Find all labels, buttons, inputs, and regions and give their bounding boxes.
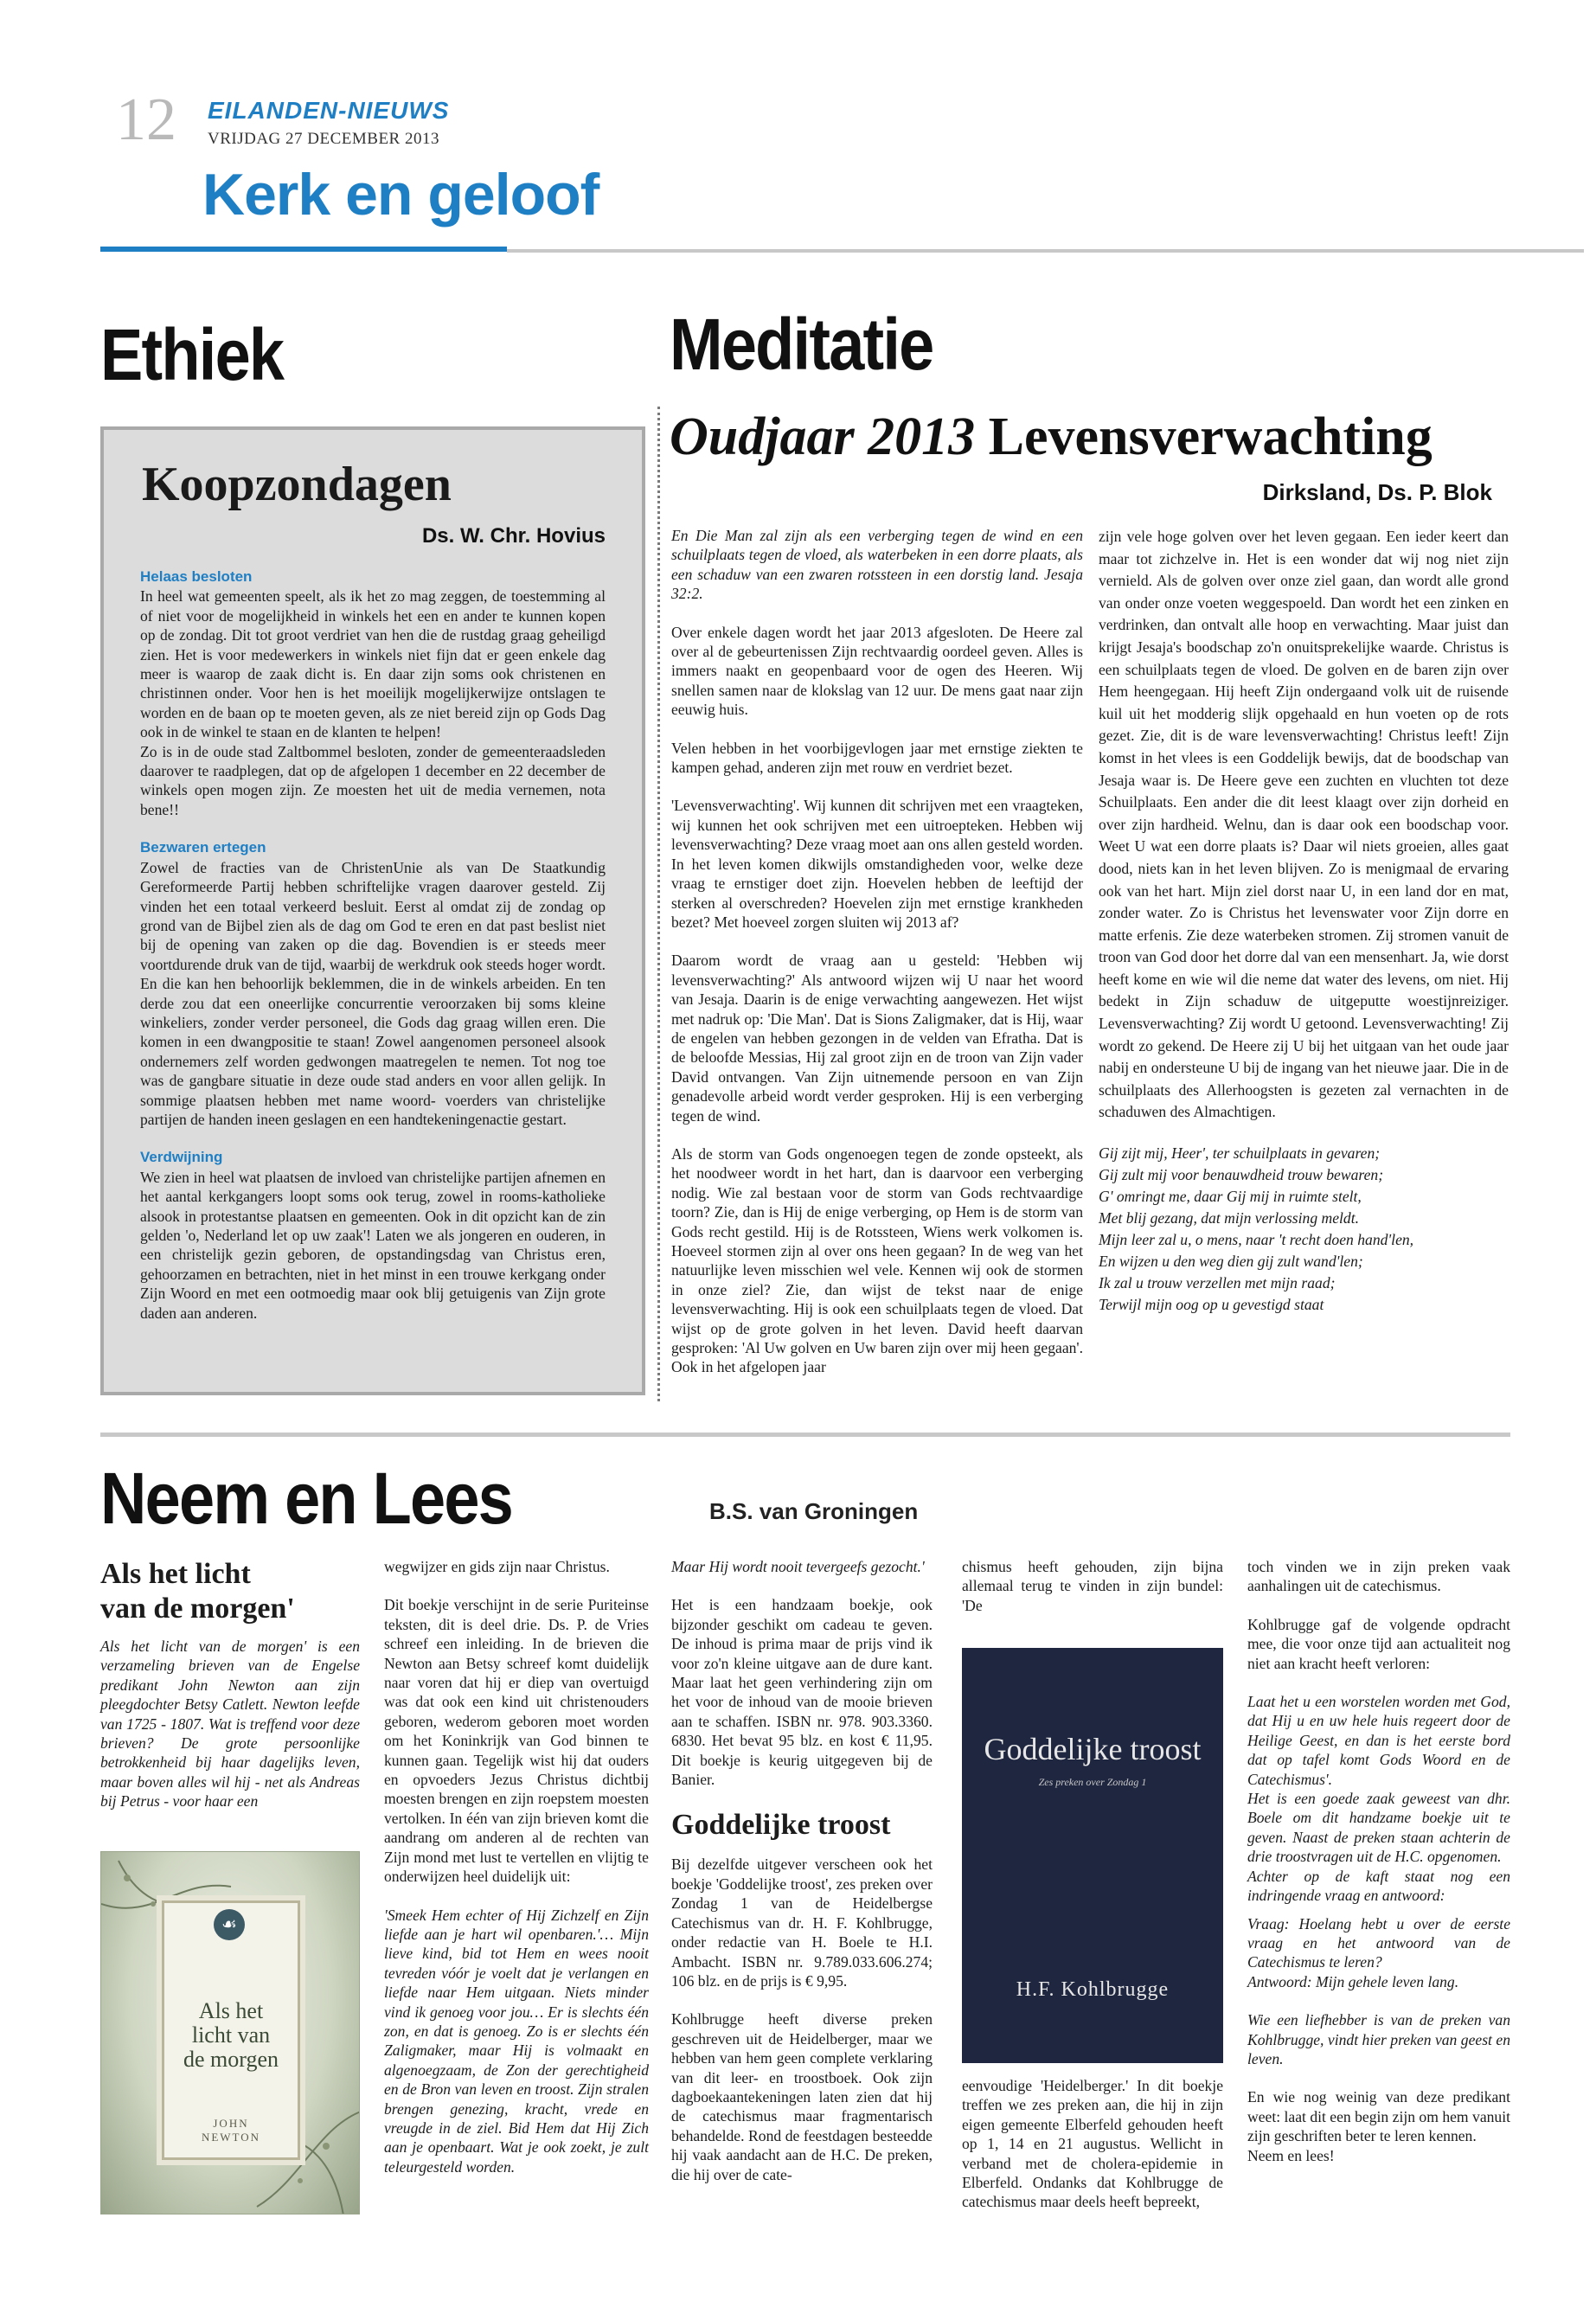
paragraph: Het is een handzaam boekje, ook bijzonder geschikt om cadeau te geven. De inhoud is prima maar de prijs vind ik voor zo'n kleine uitgave aan de dure kant. Maar laat het geen verhindering zijn om het voor de inhoud van de mooie brieven aan te schaffen. ISBN nr. 978. 903.3360. 6830. Het bevat 95 blz. en kost € 11,95. Dit boekje is keurig uitgegeven bij de Banier. — [671, 1596, 933, 1789]
page-number: 12 — [116, 87, 176, 153]
paragraph: En wie nog weinig van deze predikant weet: laat dit een begin zijn om hem vanuit zijn geschriften beter te leren kennen. Neem en lees! — [1247, 2088, 1510, 2164]
neem-column-5 — [1247, 1557, 1510, 2165]
book-cover-goddelijke-troost — [962, 1648, 1223, 2063]
verse-line: G' omringt me, daar Gij mij in ruimte stelt, — [1099, 1188, 1362, 1206]
book-cover-als-het-licht — [100, 1851, 360, 2214]
paragraph: In heel wat gemeenten speelt, als ik het zo mag zeggen, de toestemming al of niet voor de mogelijkheid in winkels het een en ander te kunnen kopen op de zondag. Dit tot groot verdriet van hen die de rustdag graag geheiligd zien. Het is voor medewerkers in winkels niet fijn dat er geen enkele dag meer is waarop de zaak dicht is. En daar zijn soms ook christenen en christinnen onder. Voor hen is het moeilijk mogelijkerwijze ontslagen te worden en de baan op te moeten geven, als ze niet bereid zijn op Gods Dag ook in de winkel te staan en de klanten te helpen! — [140, 587, 606, 741]
title-main-part: Levensverwachting — [988, 407, 1433, 466]
neem-column-1 — [100, 1557, 360, 1830]
book-title: Goddelijke troost — [984, 1732, 1202, 1766]
meditatie-column-2 — [1099, 526, 1509, 1335]
masthead-logo: EILANDEN-NIEUWS — [208, 97, 450, 124]
book-subtitle: Zes preken over Zondag 1 — [1038, 1776, 1147, 1788]
paragraph: Kohlbrugge gaf de volgende opdracht mee, die voor onze tijd aan actualiteit nog niet aan kracht heeft verloren: — [1247, 1615, 1510, 1672]
publisher-logo-icon: ☙ — [214, 1909, 245, 1940]
header-rule — [507, 249, 1584, 253]
header-rule-accent — [100, 247, 507, 252]
book-title: Als het licht van de morgen — [183, 1998, 279, 2072]
verse-line: Gij zult mij voor benauwdheid trouw bewaren; — [1099, 1166, 1384, 1184]
quote: Laat het u een worstelen worden met God, dat Hij u en uw hele huis regeert door de Heilige Geest, en dan is het eerste bord dat op tafel komt Gods Woord en de Catechismus'. Het is een goede zaak geweest van dhr. Boele om dit handzame boekje uit te geven. Naast de preken staan achterin de drie troostvragen uit de H.C. opgenomen. Achter op de kaft staat nog een indringende vraag en antwoord: — [1247, 1693, 1510, 1905]
verse-line: Ik zal u trouw verzellen met mijn raad; — [1099, 1274, 1336, 1292]
bible-quote: En Die Man zal zijn als een verberging tegen de wind en een schuilplaats tegen de vloed, als waterbeken in een dorre plaats, als een schaduw van een zwaren rotssteen in een dorstig land. Jesaja 32:2. — [671, 527, 1083, 603]
neem-column-2 — [384, 1557, 649, 2195]
subheading: Verdwijning — [140, 1149, 223, 1166]
verse-line: Gij zijt mij, Heer', ter schuilplaats in gevaren; — [1099, 1144, 1381, 1163]
book-author: JOHN NEWTON — [201, 2117, 261, 2144]
verse-line: En wijzen u den weg dien gij zult wand'len; — [1099, 1253, 1363, 1271]
paragraph: toch vinden we in zijn preken vaak aanhalingen uit de catechismus. — [1247, 1558, 1510, 1595]
paragraph: Bij dezelfde uitgever verscheen ook het boekje 'Goddelijke troost', zes preken over Zondag 1 van de Heidelbergse Catechismus van dr. H. F. Kohlbrugge, onder redactie van H. Boele te H.I. Ambacht. ISBN nr. 9.789.033.606.274; 106 blz. en de prijs is € 9,95. — [671, 1856, 933, 1990]
paragraph: Velen hebben in het voorbijgevlogen jaar met ernstige ziekten te kampen gehad, anderen zijn met rouw en verdriet bezet. — [671, 739, 1083, 777]
quote-end: Maar Hij wordt nooit tevergeefs gezocht.' — [671, 1558, 925, 1575]
verse-line: Met blij gezang, dat mijn verlossing meldt. — [1099, 1209, 1360, 1227]
issue-date: VRIJDAG 27 DECEMBER 2013 — [208, 130, 439, 148]
book-review-title-2: Goddelijke troost — [671, 1809, 891, 1842]
paragraph: Als het licht van de morgen' is een verzameling brieven van de Engelse predikant John Newton aan zijn pleegdochter Betsy Catlett. Newton leefde van 1725 - 1807. Wat is treffend voor deze brieven? De grote persoonlijke betrokkenheid bij haar dagelijks leven, maar boven alles wil hij - net als Andreas bij Petrus - voor haar een — [100, 1638, 360, 1811]
paragraph: chismus heeft gehouden, zijn bijna allemaal terug te vinden in zijn bundel: 'De — [962, 1558, 1223, 1614]
meditatie-column-1 — [671, 526, 1083, 1396]
ethiek-article-author: Ds. W. Chr. Hovius — [421, 524, 606, 548]
subheading: Helaas besloten — [140, 568, 253, 585]
subheading: Bezwaren ertegen — [140, 839, 266, 856]
section-title: Kerk en geloof — [202, 162, 599, 228]
meditatie-article-title — [670, 407, 1433, 468]
neem-column-4 — [962, 1557, 1223, 1634]
neem-column-3 — [671, 1557, 933, 2203]
paragraph: Dit boekje verschijnt in de serie Puriteinse teksten, dit is deel drie. Ds. P. de Vries schreef een inleiding. In de brieven die Newton aan Betsy schreef komt duidelijk naar voren dat hij er diep van overtuigd was dat ook een kind uit christenouders geboren, wederom geboren moet worden om het Koninkrijk van God binnen te kunnen gaan. Tegelijk wist hij dat ouders en opvoeders Jezus Christus dichtbij moesten brengen en zijn roepstem moesten vertolken. In één van zijn brieven komt die aandrang om anderen al de rechten van Zijn mond met lust te vertellen en vlijtig te onderwijzen heel duidelijk uit: — [384, 1596, 649, 1886]
meditatie-heading: Meditatie — [670, 304, 933, 385]
meditatie-author: Dirksland, Ds. P. Blok — [1262, 479, 1492, 505]
paragraph: Zo is in de oude stad Zaltbommel besloten, zonder de gemeenteraadsleden daarover te raadplegen, dat op de afgelopen 1 december en 22 december de winkels open mogen zijn. Ze moesten het uit de media vernemen, nota bene!! — [140, 742, 606, 818]
paragraph: Wie een liefhebber is van de preken van Kohlbrugge, vindt hier preken van geest en leven. — [1247, 2011, 1510, 2067]
verse-line: Mijn leer zal u, o mens, naar 't recht doen hand'len, — [1099, 1231, 1414, 1249]
neem-column-4-continued — [962, 2076, 1223, 2231]
question-answer: Vraag: Hoelang hebt u over de eerste vraag en het antwoord van de Catechismus te leren? Antwoord: Mijn gehele leven lang. — [1247, 1914, 1510, 1990]
book-review-title-1: Als het licht van de morgen' — [100, 1558, 295, 1625]
paragraph: zijn vele hoge golven over het leven gegaan. Een ieder keert dan maar tot zichzelve in. Het is een wonder dat wij nog niet zijn vernield. Als de golven over onze ziel gaan, dan wordt alle grond van onder onze voeten weggespoeld. Dan wordt het een zinken en verdrinken, dan ontvalt alle hoop en verwachting. Maar juist dan krijgt Jesaja's boodschap zo'n onuitsprekelijke waarde. Christus is een schuilplaats tegen de vloed. De golven en de baren zijn over Hem heengegaan. Hij heeft Zijn ondergaand volk uit de ruisende kuil uit het modderig slijk opgehaald en hun voeten op de rots gezet. Zie, dit is de ware levensverwachting! Christus leeft! Zijn komst in het vlees is een Goddelijk bewijs, dat de boodschap van Jesaja waar is. De Heere geve een zuchten en vluchten tot deze Schuilplaats. Een ander die dit leest klaagt over zijn dorheid en over zijn hardheid. Welnu, dan is daar ook een boodschap voor. Weet U wat een dorre plaats is? Daar wil niets groeien, alles gaat dood, niets kan in het leven blijven. Zo is menigmaal de ervaring ook van het hart. Mijn ziel dorst naar U, in een land dor en mat, zonder water. Zo is Christus het levenswater voor Zijn dorre en matte erfenis. Zie deze waterbeken stromen. Zij stromen vanuit de troon van God door het dorre dal van een mensenhart. Ja, wie dorst heeft kome en wie wil die neme dat water des levens, om niet. Hij bedekt in Zijn schaduw de uitgeputte woestijnreiziger. Levensverwachting? Zij wordt U getoond. Levensverwachting! Zij wordt zo gekend. De Heere zij U bij het uitgaan van het oude jaar nabij en ondersteune U bij de ingang van het nieuwe jaar. Die in de schuilplaats des Allerhoogsten is gezeten zal vernachten in de schaduwen des Almachtigen. — [1099, 528, 1509, 1121]
quote: 'Smeek Hem echter of Hij Zichzelf en Zijn liefde aan je hart wil openbaren.'… Mijn lieve kind, bid tot Hem en wees nooit tevreden vóór je voelt dat je verlangen en liefde naar Hem uitgaan. Niets minder vind ik genoeg voor jou… Er is slechts één zon, en dat is genoeg. Zo is er slechts één Zaligmaker, maar Hij is volmaakt en algenoegzaam, de Zon der gerechtigheid en de Bron van leven en troost. Zijn stralen brengen genezing, kracht, vrede en vreugde in de ziel. Bid Hem dat Hij Zich aan je openbaart. Wat je ook zoekt, je zult teleurgesteld worden. — [384, 1906, 649, 2176]
ethiek-article-body — [140, 567, 606, 1323]
ethiek-heading: Ethiek — [100, 314, 284, 395]
book-author: H.F. Kohlbrugge — [1016, 1978, 1170, 2001]
paragraph: Zowel de fracties van de ChristenUnie als van De Staatkundig Gereformeerde Partij hebben schriftelijke vragen daarover gesteld. Zij vinden het een totaal verkeerd besluit. Eerst al omdat zij de zondag op grond van de Bijbel zien als de dag om God te eren en dat past beslist niet bij de opening van zaken op die dag. Bovendien is er steeds meer voortdurende druk van de tijd, waarbij de werkdruk ook steeds hoger wordt. En die kan hen behoorlijk beklemmen, die in de winkels arbeiden. En ten derde zou dat een oneerlijke concurrentie veroorzaken bij soms kleine winkeliers, zonder verder personeel, die Gods dag graag willen eren. Die komen in een dwangpositie te staan! Zowel aangenomen personeel alsook ondernemers zelf worden gedwongen maatregelen te nemen. Tot nog toe was de gangbare situatie in deze oude stad anders en voor allen gelijk. In sommige plaatsen hebben met name woord- voerders van christelijke partijen de handen ineen geslagen en een handtekeningenactie gestart. — [140, 858, 606, 1128]
neem-en-lees-author: B.S. van Groningen — [709, 1498, 919, 1524]
paragraph: wegwijzer en gids zijn naar Christus. — [384, 1558, 610, 1575]
paragraph: eenvoudige 'Heidelberger.' In dit boekje treffen we zes preken aan, die hij in zijn eigen gemeente Elberfeld gehouden heeft op 1, 14 en 21 augustus. Wellicht in verband met de cholera-epidemie in Elberfeld. Ondanks dat Kohlbrugge de catechismus maar deels heeft bepreekt, — [962, 2077, 1223, 2211]
ethiek-article-title: Koopzondagen — [142, 458, 452, 511]
column-separator — [657, 407, 660, 1401]
section-rule — [100, 1433, 1510, 1437]
paragraph: Kohlbrugge heeft diverse preken geschreven uit de Heidelberger, maar we hebben van hem geen complete verklaring van dit leer- en troostboek. Ook zijn dagboekaantekeningen laten zien dat hij de catechismus maar fragmentarisch behandelde. Rond de feestdagen besteedde hij vaak aandacht aan de H.C. De preken, die hij over de cate- — [671, 2010, 933, 2183]
psalm-verse — [1099, 1143, 1509, 1316]
title-italic-part: Oudjaar 2013 — [670, 407, 976, 466]
paragraph: 'Levensverwachting'. Wij kunnen dit schrijven met een vraagteken, wij kunnen het ook schrijven met een uitroepteken. Hebben wij levensverwachting? Deze vraag moet aan ons allen gesteld worden. In het leven komen dikwijls omstandigheden voor, welke deze vraag te ernstiger doet zijn. Hoevelen hebben de leeftijd der sterken al overschreden? Hoevelen zijn met ernstige krankheden bezet? Met hoeveel zorgen sluiten wij 2013 af? — [671, 797, 1083, 931]
paragraph: Als de storm van Gods ongenoegen tegen de zonde opsteekt, als het noodweer wordt in het hart, dan is daarvoor een verberging nodig. Wie zal bestaan voor de storm van Gods rechtvaardige toorn? Zie, dan is Hij de enige verberging, op Hem is de storm van Gods recht gestild. Hij is de Rotssteen, Wiens werk volkomen is. Hoeveel stormen zijn al over ons heen gegaan? In de weg van het natuurlijke leven misschien wel vele. Kennen wij ook de stormen in onze ziel? Zie, dan wijst de tekst naar de enige levensverwachting. Hij is ook een schuilplaats tegen de vloed. Dat wijst op de grote golven in het leven. David heeft daarvan gesproken: 'Al Uw golven en Uw baren zijn over mij heen gegaan'. Ook in het afgelopen jaar — [671, 1144, 1083, 1376]
paragraph: We zien in heel wat plaatsen de invloed van christelijke partijen afnemen en het aantal kerkgangers loopt soms ook terug, zowel in rooms-katholieke alsook in protestantse plaatsen en gemeenten. Ook in dit opzicht kan de zin gelden 'o, Nederland let op uw zaak'! Laten we als jongeren en ouderen, in een christelijk gezin geboren, de opstandingsdag van Christus eren, gehoorzamen en betrachten, niet in het minst in een trouwe kerkgang onder Zijn Woord en met een ootmoedig maar ook blij getuigenis van Zijn grote daden aan anderen. — [140, 1168, 606, 1322]
paragraph: Over enkele dagen wordt het jaar 2013 afgesloten. De Heere zal over al de gebeurtenissen Zijn rechtvaardig oordeel geven. Alles is immers naakt en geopenbaard voor de ogen des Heeren. Wij snellen samen naar de klokslag van 12 uur. De mens gaat naar zijn eeuwig huis. — [671, 623, 1083, 719]
verse-line: Terwijl mijn oog op u gevestigd staat — [1099, 1296, 1324, 1314]
paragraph: Daarom wordt de vraag aan u gesteld: 'Hebben wij levensverwachting?' Als antwoord wijzen wij U naar het woord van Jesaja. Daarin is de enige verwachting aangewezen. Het wijst met nadruk op: 'Die Man'. Dat is Sions Zaligmaker, dat is Hij, waar de engelen van hebben gezongen in de velden van Efratha. Dat is de beloofde Messias, Hij zal groot zijn en de troon van Zijn vader David ontvangen. Van Zijn uitnemende persoon en van Zijn genadevolle arbeid wordt verder gesproken. Hij is een verberging tegen de wind. — [671, 952, 1083, 1125]
neem-en-lees-heading: Neem en Lees — [100, 1458, 513, 1539]
